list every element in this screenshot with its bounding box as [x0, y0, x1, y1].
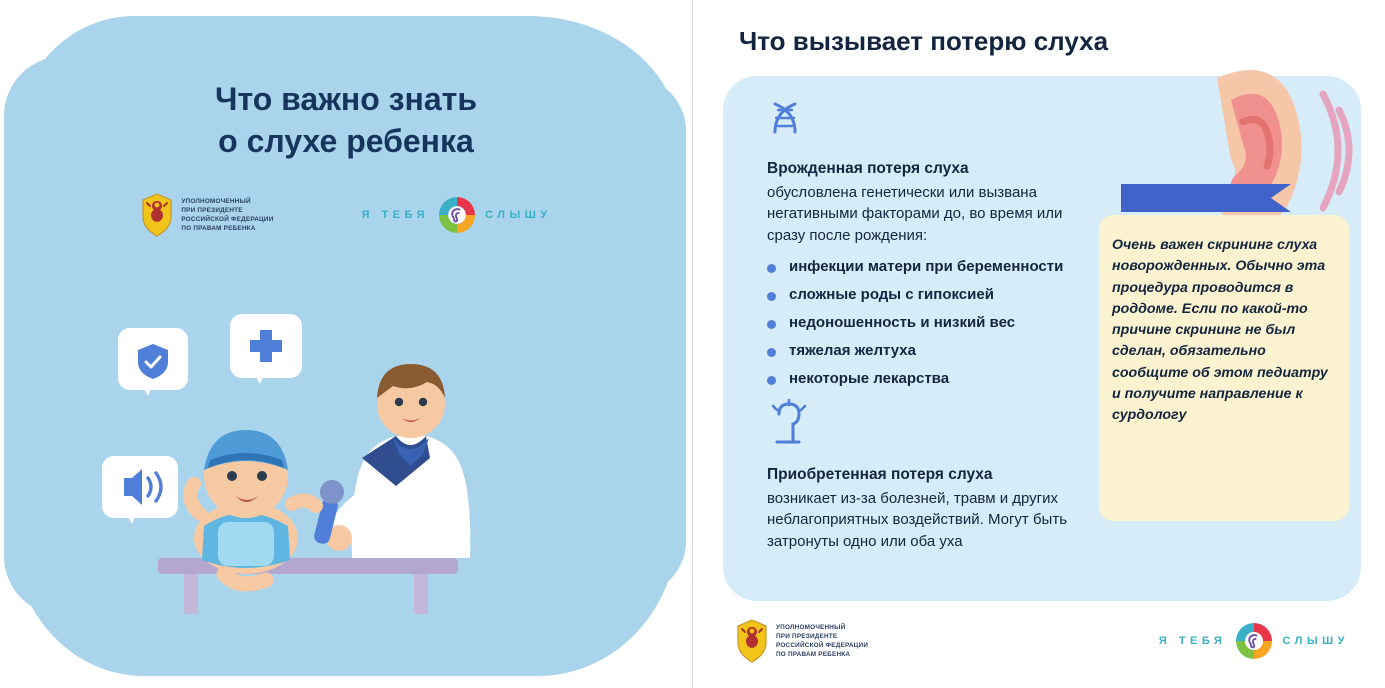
- brand-word-right: СЛЫШУ: [1282, 635, 1349, 647]
- russian-coat-of-arms-icon: [140, 193, 174, 237]
- ya-tebya-slyshu-logo: [362, 196, 552, 234]
- right-slide: [692, 0, 1385, 688]
- ombudsman-line-3: РОССИЙСКОЙ ФЕДЕРАЦИИ: [181, 216, 274, 223]
- left-title-line-1: Что важно знать: [214, 81, 478, 117]
- list-item: недоношенность и низкий вес: [767, 314, 1063, 331]
- ombudsman-line-2: ПРИ ПРЕЗИДЕНТЕ: [776, 632, 838, 640]
- speaker-sound-icon: [102, 456, 178, 524]
- ombudsman-logo-text: [181, 197, 273, 233]
- acquired-body: возникает из-за болезней, травм и других неблагоприятных воздействий. Могут быть затронуты одно или оба уха: [767, 490, 1068, 550]
- ombudsman-line-1: УПОЛНОМОЧЕННЫЙ: [181, 197, 251, 205]
- dna-helix-icon: [765, 98, 805, 138]
- list-item: сложные роды с гипоксией: [767, 286, 1063, 303]
- list-item: тяжелая желтуха: [767, 342, 1063, 359]
- congenital-body: обусловлена генетически или вызвана негативными факторами до, во время или сразу после рождения:: [767, 184, 1063, 244]
- ombudsman-line-3: РОССИЙСКОЙ ФЕДЕРАЦИИ: [776, 642, 869, 649]
- left-slide-title: [0, 78, 692, 162]
- left-slide: [0, 0, 692, 688]
- congenital-heading: Врожденная потеря слуха: [767, 160, 969, 177]
- note-text: Очень важен скрининг слуха новорожденных. Обычно эта процедура проводится в роддоме. Если по какой-то причине скрининг не был сделан, обязательно сообщите об этом педиатру и получите направление к сурдологу: [1112, 237, 1328, 424]
- congenital-bullet-list: [767, 258, 1063, 398]
- shield-check-icon: [118, 328, 188, 396]
- acquired-heading: Приобретенная потеря слуха: [767, 466, 993, 483]
- note-ribbon: [1121, 184, 1271, 212]
- ombudsman-logo: [140, 193, 273, 237]
- acquired-hearing-loss-icon: [767, 398, 813, 448]
- ombudsman-line-1: УПОЛНОМОЧЕННЫЙ: [776, 623, 846, 631]
- ombudsman-line-4: ПО ПРАВАМ РЕБЕНКА: [776, 651, 851, 659]
- russian-coat-of-arms-icon: [735, 619, 769, 663]
- left-title-line-2: о слухе ребенка: [218, 123, 474, 160]
- doctor-examining-baby-ear-illustration: [96, 286, 616, 616]
- ya-tebya-slyshu-logo-footer: [1159, 622, 1349, 660]
- ombudsman-logo-footer-text: [776, 623, 868, 659]
- left-logo-row: [0, 186, 692, 244]
- right-footer: [735, 618, 1349, 664]
- brand-word-right: СЛЫШУ: [485, 209, 552, 221]
- list-item: инфекции матери при беременности: [767, 258, 1063, 275]
- ombudsman-logo-footer: [735, 619, 868, 663]
- brand-word-left: Я ТЕБЯ: [361, 209, 430, 221]
- ombudsman-line-4: ПО ПРАВАМ РЕБЕНКА: [181, 225, 256, 233]
- right-slide-title: Что вызывает потерю слуха: [739, 26, 1109, 56]
- list-item: некоторые лекарства: [767, 370, 1063, 387]
- brand-word-left: Я ТЕБЯ: [1158, 635, 1227, 647]
- ear-circle-mark-icon: [438, 196, 476, 234]
- ear-circle-mark-icon: [1235, 622, 1273, 660]
- ombudsman-line-2: ПРИ ПРЕЗИДЕНТЕ: [181, 206, 243, 214]
- medical-cross-icon: [230, 314, 302, 384]
